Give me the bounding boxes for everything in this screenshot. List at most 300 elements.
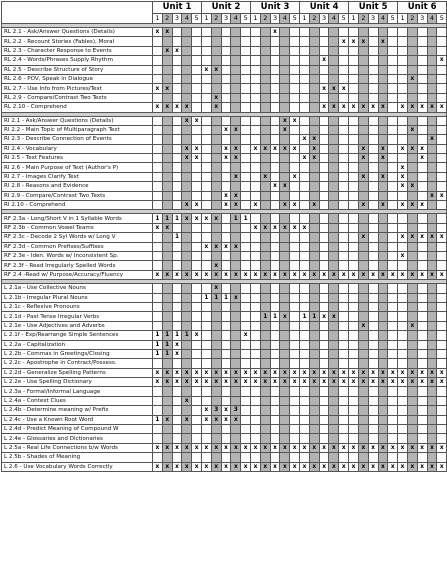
mark-cell: x bbox=[349, 462, 359, 471]
table-row bbox=[2, 116, 447, 125]
mark-cell bbox=[162, 116, 172, 125]
mark-cell bbox=[427, 359, 437, 368]
mark-cell bbox=[231, 359, 241, 368]
mark-cell bbox=[270, 293, 280, 302]
mark-cell: x bbox=[378, 144, 388, 153]
mark-cell: x bbox=[162, 270, 172, 279]
mark-cell bbox=[319, 37, 329, 46]
mark-cell: x bbox=[349, 368, 359, 377]
mark-cell bbox=[319, 359, 329, 368]
mark-cell: x bbox=[221, 378, 231, 387]
mark-cell: x bbox=[270, 443, 280, 452]
mark-cell bbox=[368, 214, 378, 223]
mark-cell bbox=[437, 340, 447, 349]
mark-cell bbox=[407, 84, 417, 93]
standard-label: RF 2.3b - Common Vowel Teams bbox=[2, 223, 153, 232]
table-row bbox=[2, 340, 447, 349]
mark-cell: x bbox=[368, 378, 378, 387]
mark-cell bbox=[417, 46, 427, 55]
mark-cell bbox=[251, 406, 261, 415]
mark-cell bbox=[162, 191, 172, 200]
table-row bbox=[2, 46, 447, 55]
mark-cell bbox=[388, 434, 398, 443]
mark-cell bbox=[339, 182, 349, 191]
mark-cell bbox=[437, 223, 447, 232]
mark-cell bbox=[329, 396, 339, 405]
mark-cell: x bbox=[202, 462, 212, 471]
table-row bbox=[2, 321, 447, 330]
mark-cell bbox=[398, 84, 408, 93]
mark-cell bbox=[241, 434, 251, 443]
standard-label: RL 2.4 - Words/Phrases Supply Rhythm bbox=[2, 56, 153, 65]
mark-cell: x bbox=[329, 378, 339, 387]
mark-cell bbox=[270, 340, 280, 349]
mark-cell bbox=[437, 453, 447, 462]
mark-cell bbox=[309, 434, 319, 443]
standard-label: RI 2.8 - Reasons and Evidence bbox=[2, 182, 153, 191]
mark-cell: x bbox=[290, 368, 300, 377]
mark-cell bbox=[221, 434, 231, 443]
mark-cell bbox=[153, 125, 163, 134]
mark-cell bbox=[172, 144, 182, 153]
mark-cell bbox=[427, 261, 437, 270]
mark-cell bbox=[202, 223, 212, 232]
mark-cell: x bbox=[437, 233, 447, 242]
mark-cell bbox=[251, 359, 261, 368]
mark-cell bbox=[211, 37, 221, 46]
mark-cell: x bbox=[388, 443, 398, 452]
week-number: 4 bbox=[378, 14, 388, 24]
mark-cell bbox=[280, 74, 290, 83]
mark-cell: x bbox=[172, 368, 182, 377]
mark-cell bbox=[378, 251, 388, 260]
table-row bbox=[2, 434, 447, 443]
mark-cell bbox=[378, 340, 388, 349]
mark-cell bbox=[300, 201, 310, 210]
standard-label: RF 2.3c - Decode 2 Syl Words w/ Long V bbox=[2, 233, 153, 242]
standard-label: L 2.4c - Use a Known Root Word bbox=[2, 415, 153, 424]
mark-cell bbox=[329, 56, 339, 65]
mark-cell: x bbox=[309, 201, 319, 210]
standard-label: RF 2.3d - Common Prefixes/Suffixes bbox=[2, 242, 153, 251]
mark-cell bbox=[241, 84, 251, 93]
mark-cell bbox=[329, 223, 339, 232]
mark-cell bbox=[153, 191, 163, 200]
mark-cell: x bbox=[162, 46, 172, 55]
mark-cell bbox=[290, 56, 300, 65]
mark-cell: x bbox=[280, 443, 290, 452]
mark-cell: x bbox=[221, 144, 231, 153]
mark-cell: x bbox=[427, 191, 437, 200]
mark-cell bbox=[427, 46, 437, 55]
mark-cell bbox=[270, 163, 280, 172]
mark-cell: x bbox=[241, 368, 251, 377]
mark-cell bbox=[290, 415, 300, 424]
mark-cell bbox=[358, 182, 368, 191]
mark-cell: x bbox=[368, 270, 378, 279]
mark-cell bbox=[162, 453, 172, 462]
mark-cell: x bbox=[202, 443, 212, 452]
mark-cell: x bbox=[290, 270, 300, 279]
mark-cell bbox=[378, 387, 388, 396]
mark-cell bbox=[251, 396, 261, 405]
mark-cell bbox=[251, 415, 261, 424]
mark-cell: x bbox=[290, 462, 300, 471]
mark-cell bbox=[182, 302, 192, 311]
mark-cell bbox=[398, 28, 408, 37]
mark-cell bbox=[290, 182, 300, 191]
mark-cell: x bbox=[437, 270, 447, 279]
mark-cell bbox=[388, 214, 398, 223]
mark-cell: x bbox=[221, 154, 231, 163]
mark-cell: x bbox=[162, 443, 172, 452]
table-row bbox=[2, 201, 447, 210]
mark-cell bbox=[241, 172, 251, 181]
mark-cell bbox=[349, 312, 359, 321]
mark-cell bbox=[378, 233, 388, 242]
mark-cell bbox=[241, 349, 251, 358]
week-number: 2 bbox=[211, 14, 221, 24]
table-row bbox=[2, 125, 447, 134]
mark-cell bbox=[241, 46, 251, 55]
mark-cell bbox=[378, 434, 388, 443]
mark-cell bbox=[211, 28, 221, 37]
mark-cell bbox=[368, 284, 378, 293]
mark-cell: x bbox=[407, 321, 417, 330]
mark-cell: x bbox=[319, 462, 329, 471]
mark-cell bbox=[300, 93, 310, 102]
mark-cell bbox=[202, 182, 212, 191]
mark-cell bbox=[437, 135, 447, 144]
mark-cell bbox=[241, 144, 251, 153]
mark-cell: x bbox=[437, 56, 447, 65]
mark-cell bbox=[290, 65, 300, 74]
table-body bbox=[2, 24, 447, 472]
mark-cell bbox=[437, 251, 447, 260]
mark-cell bbox=[241, 223, 251, 232]
mark-cell bbox=[329, 93, 339, 102]
mark-cell: x bbox=[202, 270, 212, 279]
mark-cell bbox=[300, 46, 310, 55]
mark-cell bbox=[300, 163, 310, 172]
mark-cell bbox=[407, 65, 417, 74]
mark-cell bbox=[378, 242, 388, 251]
mark-cell: x bbox=[378, 37, 388, 46]
mark-cell: x bbox=[211, 415, 221, 424]
mark-cell bbox=[368, 125, 378, 134]
mark-cell bbox=[339, 251, 349, 260]
standard-label: L 2.6 - Use Vocabulary Words Correctly bbox=[2, 462, 153, 471]
mark-cell: x bbox=[211, 242, 221, 251]
mark-cell bbox=[407, 172, 417, 181]
mark-cell bbox=[280, 284, 290, 293]
mark-cell: x bbox=[182, 116, 192, 125]
mark-cell bbox=[162, 242, 172, 251]
mark-cell bbox=[241, 261, 251, 270]
mark-cell bbox=[192, 135, 202, 144]
mark-cell: x bbox=[319, 443, 329, 452]
mark-cell: x bbox=[358, 201, 368, 210]
mark-cell bbox=[221, 284, 231, 293]
mark-cell: x bbox=[231, 154, 241, 163]
mark-cell bbox=[349, 154, 359, 163]
mark-cell: x bbox=[358, 443, 368, 452]
mark-cell bbox=[270, 125, 280, 134]
mark-cell bbox=[388, 242, 398, 251]
mark-cell bbox=[202, 172, 212, 181]
mark-cell: x bbox=[153, 223, 163, 232]
mark-cell: x bbox=[251, 144, 261, 153]
unit-header-row bbox=[2, 2, 447, 14]
mark-cell bbox=[192, 172, 202, 181]
mark-cell bbox=[241, 65, 251, 74]
mark-cell bbox=[270, 321, 280, 330]
mark-cell bbox=[417, 93, 427, 102]
mark-cell bbox=[437, 349, 447, 358]
mark-cell: x bbox=[339, 378, 349, 387]
mark-cell bbox=[270, 284, 280, 293]
mark-cell bbox=[339, 396, 349, 405]
mark-cell bbox=[349, 302, 359, 311]
mark-cell bbox=[407, 223, 417, 232]
mark-cell: x bbox=[182, 415, 192, 424]
mark-cell bbox=[182, 65, 192, 74]
mark-cell: x bbox=[211, 103, 221, 112]
mark-cell bbox=[260, 396, 270, 405]
mark-cell bbox=[388, 321, 398, 330]
mark-cell bbox=[241, 233, 251, 242]
mark-cell bbox=[153, 434, 163, 443]
mark-cell bbox=[241, 93, 251, 102]
mark-cell bbox=[388, 406, 398, 415]
mark-cell bbox=[339, 223, 349, 232]
mark-cell bbox=[319, 74, 329, 83]
mark-cell: x bbox=[309, 154, 319, 163]
mark-cell: x bbox=[202, 214, 212, 223]
mark-cell: x bbox=[260, 462, 270, 471]
mark-cell bbox=[290, 37, 300, 46]
mark-cell bbox=[211, 387, 221, 396]
mark-cell bbox=[437, 74, 447, 83]
mark-cell bbox=[300, 284, 310, 293]
mark-cell bbox=[417, 223, 427, 232]
mark-cell bbox=[398, 359, 408, 368]
mark-cell: x bbox=[192, 154, 202, 163]
mark-cell bbox=[211, 144, 221, 153]
mark-cell bbox=[339, 261, 349, 270]
mark-cell bbox=[378, 415, 388, 424]
mark-cell bbox=[378, 453, 388, 462]
mark-cell bbox=[202, 396, 212, 405]
header-corner bbox=[2, 2, 153, 24]
mark-cell bbox=[300, 214, 310, 223]
mark-cell bbox=[378, 396, 388, 405]
mark-cell bbox=[358, 125, 368, 134]
mark-cell bbox=[192, 261, 202, 270]
mark-cell bbox=[182, 425, 192, 434]
mark-cell: x bbox=[211, 93, 221, 102]
mark-cell bbox=[378, 135, 388, 144]
mark-cell bbox=[319, 201, 329, 210]
mark-cell bbox=[309, 74, 319, 83]
mark-cell: x bbox=[221, 191, 231, 200]
mark-cell bbox=[290, 251, 300, 260]
mark-cell: x bbox=[231, 462, 241, 471]
mark-cell bbox=[241, 359, 251, 368]
mark-cell bbox=[368, 349, 378, 358]
mark-cell bbox=[427, 163, 437, 172]
unit-header: Unit 4 bbox=[300, 2, 349, 14]
mark-cell bbox=[162, 284, 172, 293]
standard-label: RI 2.4 - Vocabulary bbox=[2, 144, 153, 153]
mark-cell: x bbox=[211, 214, 221, 223]
mark-cell bbox=[349, 331, 359, 340]
mark-cell bbox=[407, 284, 417, 293]
mark-cell bbox=[349, 214, 359, 223]
mark-cell bbox=[437, 65, 447, 74]
mark-cell: x bbox=[260, 144, 270, 153]
mark-cell bbox=[202, 135, 212, 144]
table-row bbox=[2, 368, 447, 377]
mark-cell bbox=[349, 201, 359, 210]
mark-cell bbox=[202, 74, 212, 83]
mark-cell bbox=[300, 242, 310, 251]
mark-cell bbox=[172, 387, 182, 396]
mark-cell: x bbox=[202, 415, 212, 424]
mark-cell bbox=[182, 434, 192, 443]
mark-cell: x bbox=[251, 462, 261, 471]
mark-cell: x bbox=[221, 125, 231, 134]
mark-cell bbox=[221, 163, 231, 172]
standard-label: L 2.4b - Determine meaning w/ Prefix bbox=[2, 406, 153, 415]
mark-cell bbox=[241, 312, 251, 321]
mark-cell bbox=[349, 406, 359, 415]
mark-cell: x bbox=[329, 462, 339, 471]
mark-cell bbox=[231, 425, 241, 434]
mark-cell bbox=[192, 56, 202, 65]
mark-cell bbox=[192, 93, 202, 102]
mark-cell bbox=[300, 302, 310, 311]
mark-cell: x bbox=[427, 233, 437, 242]
mark-cell bbox=[202, 349, 212, 358]
mark-cell bbox=[427, 396, 437, 405]
mark-cell: x bbox=[329, 103, 339, 112]
mark-cell bbox=[182, 261, 192, 270]
mark-cell bbox=[192, 312, 202, 321]
mark-cell: x bbox=[388, 270, 398, 279]
mark-cell bbox=[172, 182, 182, 191]
mark-cell bbox=[270, 349, 280, 358]
standard-label: L 2.1c - Reflexive Pronouns bbox=[2, 302, 153, 311]
table-row bbox=[2, 425, 447, 434]
mark-cell: x bbox=[378, 368, 388, 377]
mark-cell bbox=[358, 135, 368, 144]
standard-label: RF 2.3e - Iden. Words w/ Inconsistent Sp. bbox=[2, 251, 153, 260]
mark-cell: x bbox=[211, 462, 221, 471]
mark-cell bbox=[339, 65, 349, 74]
mark-cell bbox=[241, 340, 251, 349]
mark-cell bbox=[211, 321, 221, 330]
mark-cell bbox=[398, 387, 408, 396]
mark-cell: x bbox=[417, 368, 427, 377]
mark-cell: x bbox=[358, 154, 368, 163]
mark-cell: x bbox=[349, 103, 359, 112]
mark-cell bbox=[319, 349, 329, 358]
mark-cell bbox=[192, 191, 202, 200]
mark-cell bbox=[309, 321, 319, 330]
mark-cell: x bbox=[270, 223, 280, 232]
mark-cell bbox=[231, 349, 241, 358]
mark-cell bbox=[153, 116, 163, 125]
mark-cell: x bbox=[407, 368, 417, 377]
mark-cell bbox=[417, 359, 427, 368]
mark-cell bbox=[388, 415, 398, 424]
table-row bbox=[2, 56, 447, 65]
mark-cell bbox=[378, 331, 388, 340]
mark-cell bbox=[398, 340, 408, 349]
mark-cell: x bbox=[398, 201, 408, 210]
mark-cell bbox=[329, 359, 339, 368]
mark-cell bbox=[270, 331, 280, 340]
mark-cell: x bbox=[162, 103, 172, 112]
unit-header: Unit 1 bbox=[153, 2, 202, 14]
mark-cell bbox=[319, 340, 329, 349]
mark-cell bbox=[211, 74, 221, 83]
mark-cell bbox=[172, 28, 182, 37]
mark-cell bbox=[388, 223, 398, 232]
table-row bbox=[2, 359, 447, 368]
mark-cell bbox=[319, 93, 329, 102]
mark-cell bbox=[427, 434, 437, 443]
mark-cell bbox=[290, 214, 300, 223]
mark-cell bbox=[192, 293, 202, 302]
mark-cell bbox=[211, 84, 221, 93]
mark-cell bbox=[417, 312, 427, 321]
mark-cell bbox=[368, 242, 378, 251]
mark-cell: x bbox=[172, 462, 182, 471]
mark-cell: x bbox=[417, 233, 427, 242]
mark-cell bbox=[270, 191, 280, 200]
mark-cell bbox=[172, 425, 182, 434]
mark-cell: x bbox=[270, 144, 280, 153]
mark-cell bbox=[329, 331, 339, 340]
mark-cell bbox=[407, 242, 417, 251]
mark-cell bbox=[329, 251, 339, 260]
mark-cell: x bbox=[251, 201, 261, 210]
week-number: 1 bbox=[398, 14, 408, 24]
mark-cell bbox=[202, 251, 212, 260]
mark-cell: x bbox=[358, 144, 368, 153]
mark-cell bbox=[231, 331, 241, 340]
mark-cell bbox=[319, 144, 329, 153]
mark-cell bbox=[202, 434, 212, 443]
mark-cell bbox=[358, 293, 368, 302]
mark-cell bbox=[270, 201, 280, 210]
mark-cell bbox=[339, 242, 349, 251]
mark-cell bbox=[221, 65, 231, 74]
mark-cell bbox=[260, 359, 270, 368]
mark-cell bbox=[378, 406, 388, 415]
mark-cell: x bbox=[339, 270, 349, 279]
mark-cell bbox=[349, 293, 359, 302]
mark-cell bbox=[260, 56, 270, 65]
mark-cell: x bbox=[280, 201, 290, 210]
mark-cell bbox=[172, 261, 182, 270]
mark-cell bbox=[221, 84, 231, 93]
mark-cell: x bbox=[231, 443, 241, 452]
mark-cell bbox=[153, 302, 163, 311]
mark-cell bbox=[241, 37, 251, 46]
